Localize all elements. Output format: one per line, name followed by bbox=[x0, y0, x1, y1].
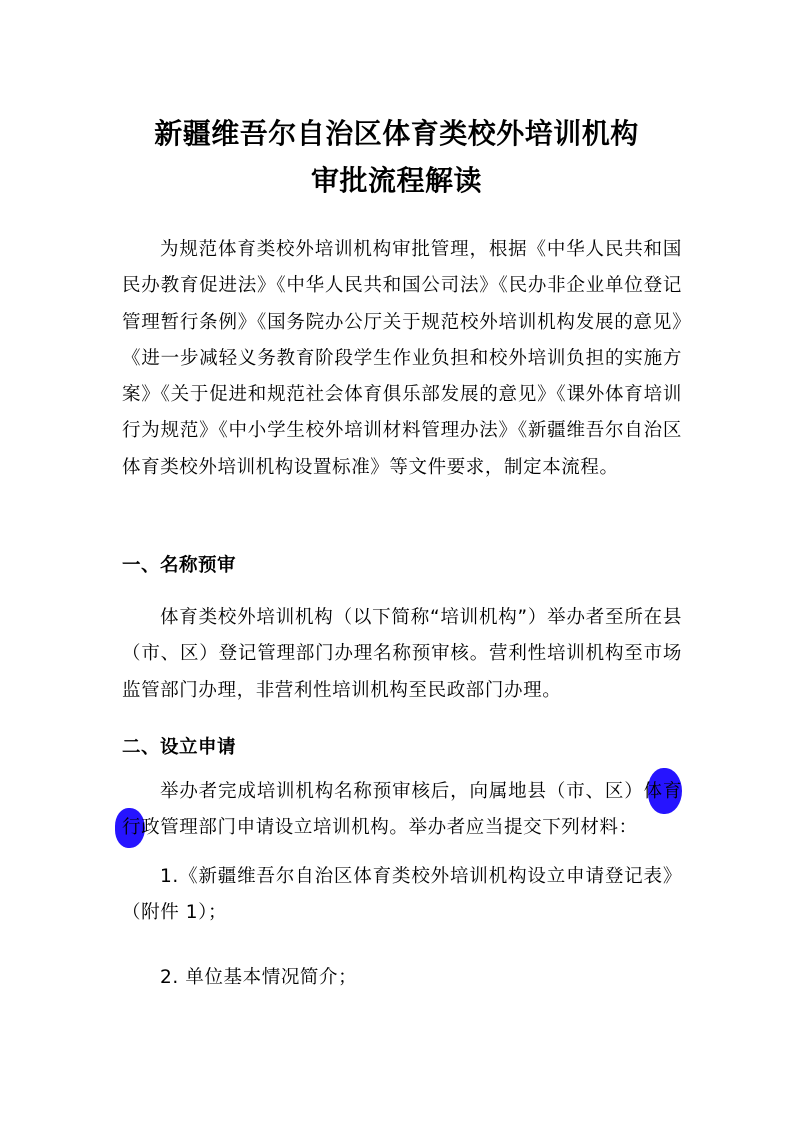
section-paragraph: 体育类校外培训机构（以下简称“培训机构”）举办者至所在县（市、区）登记管理部门办理名称预审核。营利性培训机构至市场监管部门办理，非营利性培训机构至民政部门办理。 bbox=[122, 607, 682, 701]
intro-paragraph: 为规范体育类校外培训机构审批管理，根据《中华人民共和国民办教育促进法》《中华人民共和国公司法》《民办非企业单位登记管理暂行条例》《国务院办公厅关于规范校外培训机构发展的意见》《进一步减轻义务教育阶段学生作业负担和校外培训负担的实施方案》《关于促进和规范社会体育俱乐部发展的意见》《课外体育培训行为规范》《中小学生校外培训材料管理办法》《新疆维吾尔自治区体育类校外培训机构设置标准》等文件要求，制定本流程。 bbox=[122, 239, 682, 478]
list-item: 1.《新疆维吾尔自治区体育类校外培训机构设立申请登记表》（附件 1）； bbox=[122, 866, 682, 924]
section-paragraph: 举办者完成培训机构名称预审核后，向属地县（市、区）体育行政管理部门申请设立培训机构。举办者应当提交下列材料： bbox=[122, 781, 682, 839]
section-heading-name-review: 一、名称预审 bbox=[122, 555, 237, 576]
document-title-line1: 新疆维吾尔自治区体育类校外培训机构 bbox=[154, 117, 639, 150]
section-heading-application: 二、设立申请 bbox=[122, 737, 237, 758]
document-title-line2: 审批流程解读 bbox=[310, 164, 482, 197]
list-item: 2. 单位基本情况简介； bbox=[160, 967, 358, 988]
